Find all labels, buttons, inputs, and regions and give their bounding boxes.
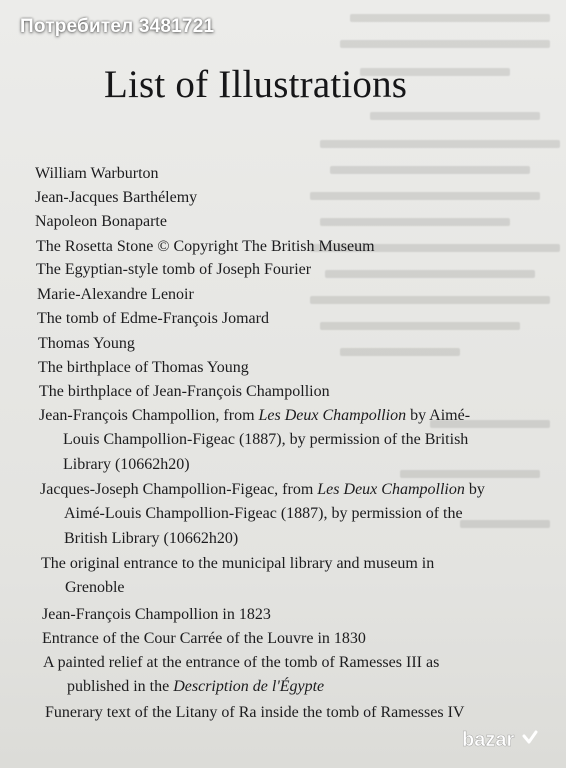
entry-text: William Warburton	[35, 165, 159, 182]
entry-line	[43, 651, 440, 675]
logo-text: bazar	[462, 729, 515, 751]
entry-text: Aimé-Louis Champollion-Figeac (1887), by permission of the	[64, 505, 463, 523]
italic-title: Description de l'Égypte	[173, 678, 325, 696]
entry-text: Funerary text of the Litany of Ra inside the tomb of Ramesses IV	[45, 704, 465, 721]
entry-text: The Egyptian-style tomb of Joseph Fourier	[36, 261, 312, 278]
illustration-entry	[36, 235, 375, 259]
entry-line	[63, 453, 470, 477]
entry-line	[65, 576, 434, 600]
illustration-entry	[45, 701, 464, 725]
entry-line	[38, 356, 249, 380]
entry-line	[64, 502, 485, 526]
italic-title: Les Deux Champollion	[317, 481, 465, 498]
illustration-entry	[41, 552, 434, 601]
illustration-entry	[35, 186, 197, 210]
entry-line	[39, 404, 471, 428]
entry-line	[35, 162, 159, 186]
entry-text: The tomb of Edme-François Jomard	[37, 310, 269, 327]
illustration-entry	[42, 603, 271, 627]
illustration-entry	[40, 478, 485, 551]
illustration-entry	[35, 210, 167, 234]
entry-line	[36, 235, 375, 259]
entry-text: Entrance of the Cour Carrée of the Louvre in 1830	[42, 630, 366, 647]
entry-text: Jean-François Champollion in 1823	[42, 606, 271, 623]
entry-line	[38, 332, 135, 356]
entry-line	[37, 307, 269, 331]
entry-text: The birthplace of Jean-François Champollion	[39, 383, 330, 400]
entry-line	[37, 283, 194, 307]
entry-text: Louis Champollion-Figeac (1887), by permission of the British	[63, 431, 469, 449]
illustration-entry	[39, 380, 330, 404]
entry-text: Napoleon Bonaparte	[35, 213, 167, 230]
entry-line	[63, 428, 470, 452]
entry-text: The Rosetta Stone © Copyright The British Museum	[36, 238, 375, 255]
entry-text: Grenoble	[65, 579, 125, 597]
italic-title: Les Deux Champollion	[258, 407, 407, 424]
entry-line	[42, 603, 271, 627]
bazar-logo-icon	[462, 724, 552, 754]
illustration-entry	[36, 258, 311, 282]
entry-text: The birthplace of Thomas Young	[38, 359, 249, 376]
entry-text: Jacques-Joseph Champollion-Figeac, from	[40, 481, 318, 498]
entry-text: by	[464, 481, 485, 498]
entry-line	[41, 552, 435, 576]
entry-text: Marie-Alexandre Lenoir	[37, 286, 194, 303]
illustration-entry	[37, 307, 269, 331]
entry-text: British Library (10662h20)	[64, 529, 239, 547]
entry-text: A painted relief at the entrance of the tomb of Ramesses III as	[43, 654, 440, 671]
entry-line	[42, 627, 366, 651]
entry-line	[35, 186, 198, 210]
entry-text: Jean-François Champollion, from	[39, 407, 259, 424]
illustration-entry	[43, 651, 439, 700]
entry-text: published in the	[67, 678, 174, 696]
illustration-entry	[39, 404, 470, 477]
entry-line	[40, 478, 485, 502]
entry-text: Library (10662h20)	[63, 455, 190, 473]
entry-line	[45, 701, 465, 725]
entry-text: Jean-Jacques Barthélemy	[35, 189, 198, 206]
entry-text: The original entrance to the municipal library and museum in	[41, 555, 435, 572]
illustration-entry	[42, 627, 366, 651]
illustration-entry	[38, 356, 249, 380]
entry-line	[35, 210, 167, 234]
illustration-entry	[35, 162, 159, 186]
entry-text: by Aimé-	[406, 407, 471, 424]
entry-line	[39, 380, 330, 404]
entry-line	[36, 258, 312, 282]
entry-line	[67, 675, 439, 699]
entry-line	[64, 527, 485, 551]
illustration-entry	[37, 283, 194, 307]
user-watermark: Потребител 3481721	[20, 16, 215, 37]
entry-text: Thomas Young	[38, 335, 135, 352]
illustration-entry	[38, 332, 135, 356]
page-title: List of Illustrations	[104, 63, 408, 106]
